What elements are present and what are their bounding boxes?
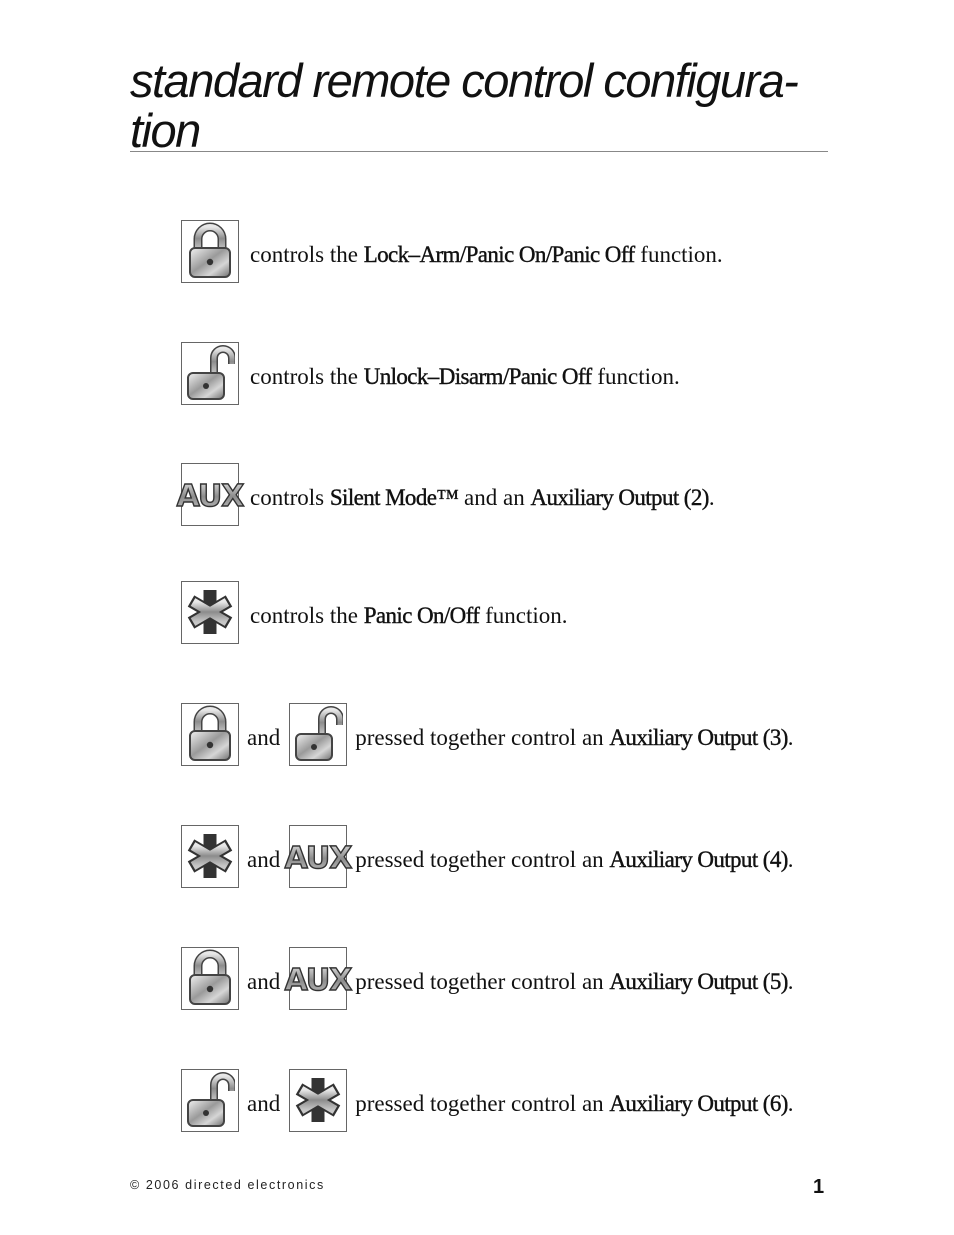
button-row-lock <box>181 218 723 284</box>
svg-text:AUX: AUX <box>284 841 352 876</box>
and-label: and <box>247 847 281 872</box>
lock-icon <box>185 949 235 1007</box>
combo-description: pressed together control an Auxiliary Output (5). <box>355 969 794 994</box>
star-button <box>181 825 239 888</box>
unlock-button <box>181 342 239 405</box>
lock-icon <box>185 222 235 280</box>
combo-description: pressed together control an Auxiliary Output (6). <box>355 1091 794 1116</box>
row-description: controls Silent Mode™ and an Auxiliary Output (2). <box>250 485 715 510</box>
unlock-button <box>289 703 347 766</box>
combo-description: pressed together control an Auxiliary Output (3). <box>355 725 794 750</box>
row-description: controls the Unlock–Disarm/Panic Off function. <box>250 364 680 389</box>
copyright-footer: © 2006 directed electronics <box>130 1178 325 1192</box>
unlock-button <box>181 1069 239 1132</box>
button-row-unlock <box>181 340 680 406</box>
star-button <box>181 581 239 644</box>
row-description: controls the Panic On/Off function. <box>250 603 568 628</box>
asterisk-icon <box>185 587 235 637</box>
lock-button <box>181 947 239 1010</box>
svg-text:AUX: AUX <box>284 963 352 998</box>
unlock-icon <box>185 1071 235 1129</box>
unlock-icon <box>293 705 343 763</box>
and-label: and <box>247 1091 281 1116</box>
button-row-aux <box>176 461 715 527</box>
asterisk-icon <box>293 1075 343 1125</box>
asterisk-icon <box>185 831 235 881</box>
star-button <box>289 1069 347 1132</box>
lock-button <box>181 220 239 283</box>
aux-button <box>284 947 352 1010</box>
unlock-icon <box>185 344 235 402</box>
aux-button <box>284 825 352 888</box>
and-label: and <box>247 969 281 994</box>
button-row-star <box>181 579 568 645</box>
aux-button <box>176 463 244 526</box>
aux-icon <box>284 836 352 876</box>
combo-description: pressed together control an Auxiliary Output (4). <box>355 847 794 872</box>
aux-icon <box>176 474 244 514</box>
page-title: standard remote control configura- tion <box>130 54 798 157</box>
lock-button <box>181 703 239 766</box>
svg-text:AUX: AUX <box>176 479 244 514</box>
title-rule <box>130 151 828 152</box>
and-label: and <box>247 725 281 750</box>
aux-icon <box>284 958 352 998</box>
page-number: 1 <box>813 1176 825 1198</box>
combo-row-unlock-star <box>181 1067 794 1133</box>
combo-row-lock-aux <box>181 945 794 1011</box>
combo-row-star-aux <box>181 823 794 889</box>
lock-icon <box>185 705 235 763</box>
combo-row-lock-unlock <box>181 701 794 767</box>
row-description: controls the Lock–Arm/Panic On/Panic Off function. <box>250 242 723 267</box>
